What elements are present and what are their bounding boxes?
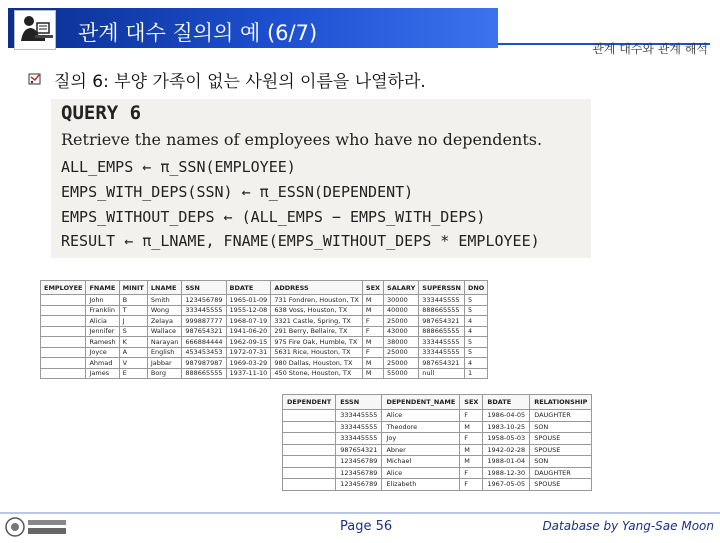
table-cell: 25000 xyxy=(384,358,419,369)
table-cell: 333445555 xyxy=(182,305,226,316)
table-cell: M xyxy=(460,456,483,468)
table-cell xyxy=(41,326,86,337)
footer-divider xyxy=(0,512,720,514)
table-cell xyxy=(283,467,336,479)
table-cell xyxy=(283,410,336,422)
query-line: EMPS_WITH_DEPS(SSN) ← π_ESSN(DEPENDENT) xyxy=(61,183,414,201)
table-cell: 333445555 xyxy=(336,433,382,445)
query-line: ALL_EMPS ← π_SSN(EMPLOYEE) xyxy=(61,158,296,176)
table-cell: 123456789 xyxy=(182,295,226,306)
table-cell: M xyxy=(362,305,383,316)
table-cell: M xyxy=(362,337,383,348)
column-header: ESSN xyxy=(336,395,382,410)
table-cell: John xyxy=(86,295,119,306)
table-row xyxy=(283,456,592,468)
table-row xyxy=(41,295,488,306)
table-header-row xyxy=(41,281,488,295)
title-bar xyxy=(8,8,498,48)
table-cell: 5 xyxy=(464,337,487,348)
table-cell: 30000 xyxy=(384,295,419,306)
table-cell xyxy=(41,368,86,379)
query-line: RESULT ← π_LNAME, FNAME(EMPS_WITHOUT_DEPS * EMPLOYEE) xyxy=(61,232,540,250)
table-cell: 453453453 xyxy=(182,347,226,358)
table-cell: Alicia xyxy=(86,316,119,327)
table-cell: 4 xyxy=(464,316,487,327)
table-cell xyxy=(283,433,336,445)
query-description: Retrieve the names of employees who have no dependents. xyxy=(61,130,543,149)
table-cell xyxy=(283,444,336,456)
column-header: SALARY xyxy=(384,281,419,295)
table-cell: F xyxy=(362,347,383,358)
table-cell: K xyxy=(119,337,147,348)
table-cell xyxy=(283,456,336,468)
table-cell: 1972-07-31 xyxy=(226,347,271,358)
table-cell: Wallace xyxy=(147,326,181,337)
table-cell: F xyxy=(362,326,383,337)
table-row xyxy=(41,316,488,327)
table-cell: 25000 xyxy=(384,347,419,358)
table-cell: 999887777 xyxy=(182,316,226,327)
employee-table xyxy=(40,280,488,379)
page-title: 관계 대수 질의의 예 (6/7) xyxy=(78,21,318,45)
table-cell: Ahmad xyxy=(86,358,119,369)
table-cell: F xyxy=(460,479,483,491)
table-cell xyxy=(283,421,336,433)
table-cell: Borg xyxy=(147,368,181,379)
table-cell: Alice xyxy=(382,467,460,479)
footer-credit: Database by Yang-Sae Moon xyxy=(542,519,714,533)
table-cell: SON xyxy=(530,456,592,468)
table-row xyxy=(41,368,488,379)
table-cell: 1 xyxy=(464,368,487,379)
table-cell: 1988-01-04 xyxy=(483,456,530,468)
table-cell: SPOUSE xyxy=(530,433,592,445)
table-cell: English xyxy=(147,347,181,358)
table-row xyxy=(283,479,592,491)
table-cell: James xyxy=(86,368,119,379)
table-cell: 5 xyxy=(464,295,487,306)
table-cell: A xyxy=(119,347,147,358)
table-cell: 1969-03-29 xyxy=(226,358,271,369)
table-cell: 888665555 xyxy=(419,326,465,337)
table-cell xyxy=(41,347,86,358)
table-header-row xyxy=(283,395,592,410)
table-cell: Joyce xyxy=(86,347,119,358)
table-cell: 291 Berry, Bellaire, TX xyxy=(271,326,363,337)
table-cell: 40000 xyxy=(384,305,419,316)
table-cell: 1937-11-10 xyxy=(226,368,271,379)
table-cell: F xyxy=(460,467,483,479)
table-cell: 1942-02-28 xyxy=(483,444,530,456)
table-cell: 450 Stone, Houston, TX xyxy=(271,368,363,379)
table-cell xyxy=(41,337,86,348)
table-cell xyxy=(41,316,86,327)
table-cell: 666884444 xyxy=(182,337,226,348)
table-cell: 1986-04-05 xyxy=(483,410,530,422)
table-cell: M xyxy=(362,295,383,306)
table-cell xyxy=(41,295,86,306)
column-header: SUPERSSN xyxy=(419,281,465,295)
table-cell: 123456789 xyxy=(336,479,382,491)
query-title: QUERY 6 xyxy=(61,102,142,124)
table-cell: 1983-10-25 xyxy=(483,421,530,433)
table-cell xyxy=(41,305,86,316)
table-cell: Jennifer xyxy=(86,326,119,337)
query-line: EMPS_WITHOUT_DEPS ← (ALL_EMPS − EMPS_WITH_DEPS) xyxy=(61,208,486,226)
table-row xyxy=(41,358,488,369)
table-cell: 731 Fondren, Houston, TX xyxy=(271,295,363,306)
table-cell: 5 xyxy=(464,305,487,316)
table-row xyxy=(283,433,592,445)
column-header: DNO xyxy=(464,281,487,295)
table-row xyxy=(41,337,488,348)
table-cell xyxy=(283,479,336,491)
table-cell: Jabbar xyxy=(147,358,181,369)
table-row xyxy=(41,326,488,337)
table-row xyxy=(41,305,488,316)
table-row xyxy=(283,421,592,433)
table-cell: E xyxy=(119,368,147,379)
table-cell: S xyxy=(119,326,147,337)
column-header: LNAME xyxy=(147,281,181,295)
table-cell: null xyxy=(419,368,465,379)
table-cell: 638 Voss, Houston, TX xyxy=(271,305,363,316)
table-cell: Michael xyxy=(382,456,460,468)
table-cell: M xyxy=(460,444,483,456)
table-cell: 3321 Castle, Spring, TX xyxy=(271,316,363,327)
table-cell: Wong xyxy=(147,305,181,316)
table-cell: M xyxy=(362,358,383,369)
table-cell: SON xyxy=(530,421,592,433)
table-cell: Narayan xyxy=(147,337,181,348)
column-header: SEX xyxy=(362,281,383,295)
question-text: 질의 6: 부양 가족이 없는 사원의 이름을 나열하라. xyxy=(54,72,426,92)
table-cell: M xyxy=(460,421,483,433)
column-header: SSN xyxy=(182,281,226,295)
table-cell: F xyxy=(460,410,483,422)
column-header: BDATE xyxy=(483,395,530,410)
bullet-icon xyxy=(28,71,42,85)
table-cell: 123456789 xyxy=(336,456,382,468)
table-cell: 987654321 xyxy=(419,358,465,369)
column-header: EMPLOYEE xyxy=(41,281,86,295)
page-number: Page 56 xyxy=(340,519,393,534)
section-subtitle: 관계 대수와 관계 해석 xyxy=(592,42,708,56)
table-cell: B xyxy=(119,295,147,306)
table-cell: 980 Dallas, Houston, TX xyxy=(271,358,363,369)
table-cell: 1968-07-19 xyxy=(226,316,271,327)
table-cell: F xyxy=(460,433,483,445)
table-cell: 25000 xyxy=(384,316,419,327)
table-row xyxy=(283,444,592,456)
table-cell: 1962-09-15 xyxy=(226,337,271,348)
table-cell: 1958-05-03 xyxy=(483,433,530,445)
table-cell: Franklin xyxy=(86,305,119,316)
column-header: DEPENDENT_NAME xyxy=(382,395,460,410)
table-cell: 4 xyxy=(464,326,487,337)
table-cell: Alice xyxy=(382,410,460,422)
table-cell: 1955-12-08 xyxy=(226,305,271,316)
table-cell: 333445555 xyxy=(336,421,382,433)
table-cell: 1965-01-09 xyxy=(226,295,271,306)
table-cell: 888665555 xyxy=(419,305,465,316)
column-header: SEX xyxy=(460,395,483,410)
table-cell: 4 xyxy=(464,358,487,369)
table-cell: 888665555 xyxy=(182,368,226,379)
table-cell: 975 Fire Oak, Humble, TX xyxy=(271,337,363,348)
table-cell: 123456789 xyxy=(336,467,382,479)
table-cell: SPOUSE xyxy=(530,444,592,456)
table-cell: 55000 xyxy=(384,368,419,379)
table-cell: 987654321 xyxy=(336,444,382,456)
table-cell: 5 xyxy=(464,347,487,358)
table-cell: DAUGHTER xyxy=(530,410,592,422)
column-header: RELATIONSHIP xyxy=(530,395,592,410)
table-cell: Elizabeth xyxy=(382,479,460,491)
column-header: DEPENDENT xyxy=(283,395,336,410)
table-cell: T xyxy=(119,305,147,316)
table-cell: 1941-06-20 xyxy=(226,326,271,337)
table-row xyxy=(283,410,592,422)
table-cell: 1988-12-30 xyxy=(483,467,530,479)
table-cell: M xyxy=(362,368,383,379)
table-cell: F xyxy=(362,316,383,327)
column-header: ADDRESS xyxy=(271,281,363,295)
column-header: BDATE xyxy=(226,281,271,295)
table-cell: 333445555 xyxy=(419,337,465,348)
table-row xyxy=(41,347,488,358)
table-cell: Smith xyxy=(147,295,181,306)
table-cell: Ramesh xyxy=(86,337,119,348)
table-cell: 43000 xyxy=(384,326,419,337)
table-cell: 5631 Rice, Houston, TX xyxy=(271,347,363,358)
table-cell: 987654321 xyxy=(419,316,465,327)
table-cell: 987654321 xyxy=(182,326,226,337)
table-cell: Zelaya xyxy=(147,316,181,327)
table-row xyxy=(283,467,592,479)
person-at-desk-icon xyxy=(14,10,56,50)
table-cell: DAUGHTER xyxy=(530,467,592,479)
table-cell xyxy=(41,358,86,369)
table-cell: 333445555 xyxy=(419,347,465,358)
table-cell: 987987987 xyxy=(182,358,226,369)
table-cell: 1967-05-05 xyxy=(483,479,530,491)
table-cell: 333445555 xyxy=(336,410,382,422)
table-cell: 333445555 xyxy=(419,295,465,306)
column-header: MINIT xyxy=(119,281,147,295)
table-cell: Theodore xyxy=(382,421,460,433)
university-logo xyxy=(4,515,70,539)
table-cell: J xyxy=(119,316,147,327)
table-cell: Joy xyxy=(382,433,460,445)
table-cell: V xyxy=(119,358,147,369)
table-cell: Abner xyxy=(382,444,460,456)
query-panel xyxy=(51,99,591,258)
column-header: FNAME xyxy=(86,281,119,295)
table-cell: SPOUSE xyxy=(530,479,592,491)
table-cell: 38000 xyxy=(384,337,419,348)
dependent-table xyxy=(282,394,592,491)
